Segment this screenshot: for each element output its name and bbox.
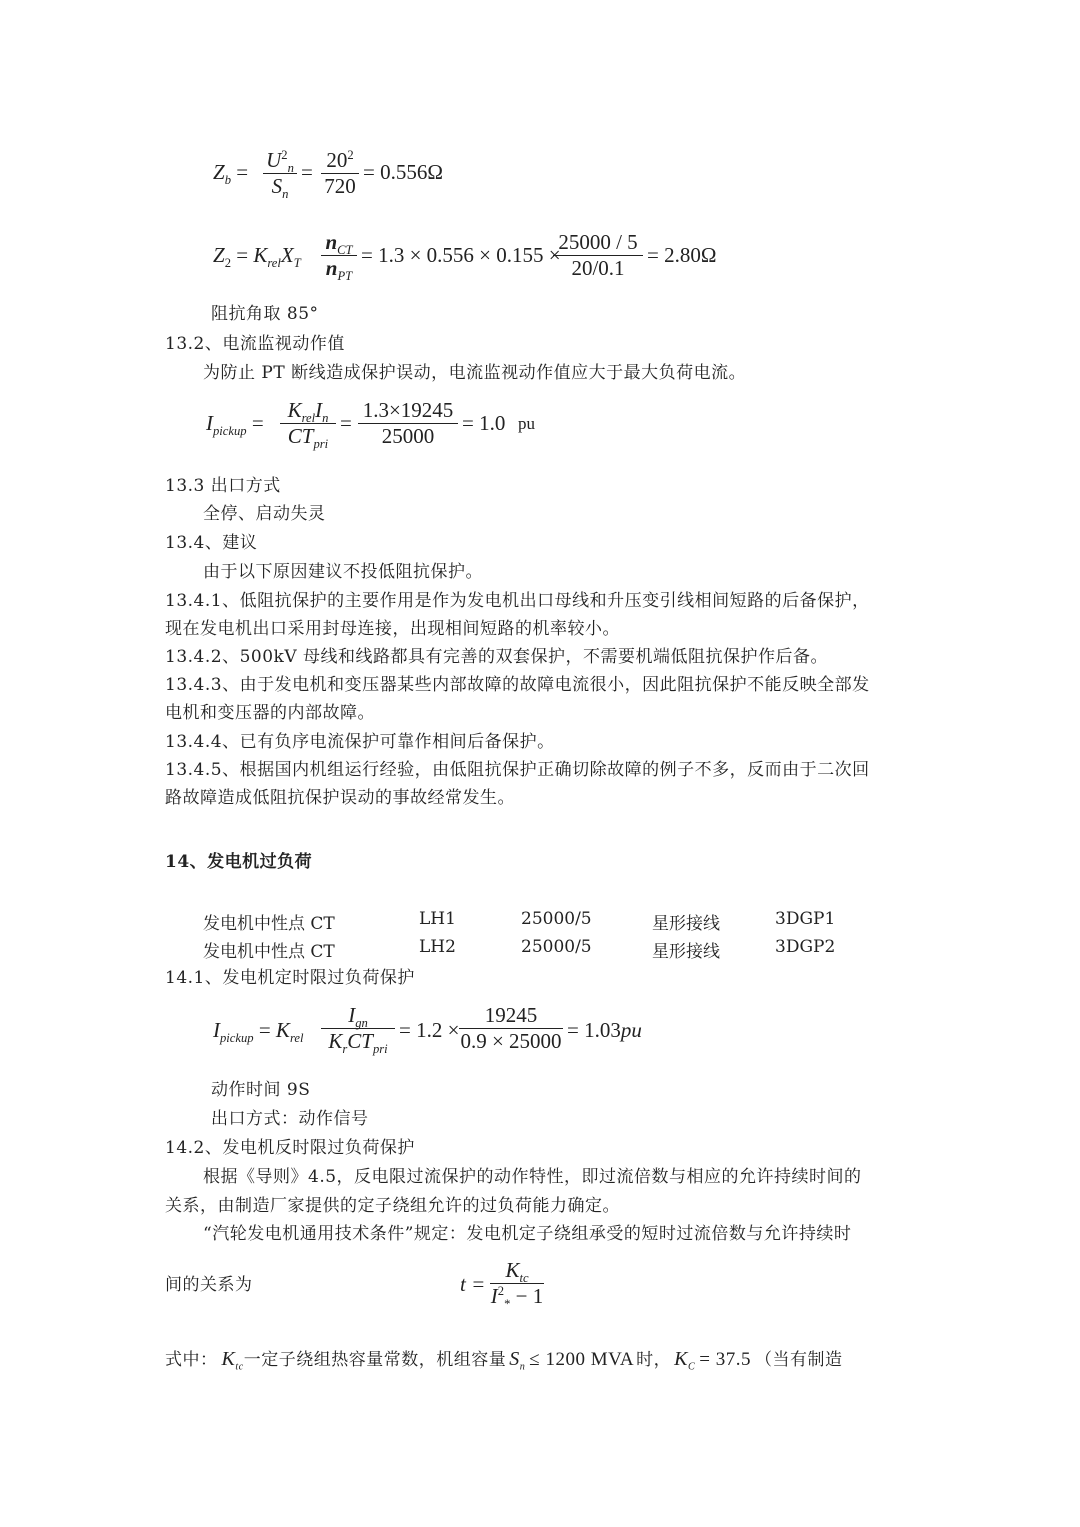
impedance-angle: 阻抗角取 85° — [211, 304, 319, 324]
section-13-2-text: 为防止 PT 断线造成保护误动，电流监视动作值应大于最大负荷电流。 — [203, 363, 747, 383]
ct-wiring: 星形接线 — [652, 914, 720, 934]
item-13-4-4: 13.4.4、已有负序电流保护可靠作相间后备保护。 — [165, 732, 555, 752]
section-14-2-line3: “汽轮发电机通用技术条件”规定：发电机定子绕组承受的短时过流倍数与允许持续时 — [203, 1224, 852, 1244]
item-13-4-5-line2: 路故障造成低阻抗保护误动的事故经常发生。 — [165, 788, 515, 808]
item-13-4-2: 13.4.2、500kV 母线和线路都具有完善的双套保护，不需要机端低阻抗保护作后备。 — [165, 647, 828, 667]
ct-wiring: 星形接线 — [652, 942, 720, 962]
section-14-2-line4: 间的关系为 — [165, 1275, 253, 1295]
item-13-4-3-line2: 电机和变压器的内部故障。 — [165, 703, 375, 723]
section-14-heading: 14、发电机过负荷 — [165, 852, 313, 872]
item-13-4-1-line1: 13.4.1、低阻抗保护的主要作用是作为发电机出口母线和升压变引线相间短路的后备保护， — [165, 591, 870, 611]
last-line: 式中： $K_{tc}$一定子绕组热容量常数，机组容量 $S_n \le 1200$ MVA 时， $K_C = 37.5$ （当有制造 — [165, 1348, 843, 1373]
ct-device: 3DGP1 — [775, 909, 836, 929]
ct-ratio: 25000/5 — [521, 909, 592, 929]
section-14-1-heading: 14.1、发电机定时限过负荷保护 — [165, 968, 415, 988]
ct-id: LH1 — [419, 909, 456, 929]
section-13-4-heading: 13.4、建议 — [165, 533, 258, 553]
ct-name: 发电机中性点 CT — [203, 914, 335, 934]
section-13-3-text: 全停、启动失灵 — [203, 504, 326, 524]
ct-name: 发电机中性点 CT — [203, 942, 335, 962]
equation-overload-pickup: $I_{pickup} = K_{rel}$ $I_{gn}$ $K_rCT_{pri}$ = 1.2 × 19245 0.9 × 25000 = 1.03pu — [213, 1003, 642, 1057]
item-13-4-5-line1: 13.4.5、根据国内机组运行经验，由低阻抗保护正确切除故障的例子不多，反而由于二次回 — [165, 760, 870, 780]
section-14-2-line2: 关系，由制造厂家提供的定子绕组允许的过负荷能力确定。 — [165, 1196, 620, 1216]
equation-time: t = $K_{tc}$ $I^2_* - 1$ — [460, 1258, 544, 1312]
item-13-4-3-line1: 13.4.3、由于发电机和变压器某些内部故障的故障电流很小，因此阻抗保护不能反映全部发 — [165, 675, 870, 695]
section-13-2-heading: 13.2、电流监视动作值 — [165, 334, 345, 354]
item-13-4-1-line2: 现在发电机出口采用封母连接，出现相间短路的机率较小。 — [165, 619, 620, 639]
ct-device: 3DGP2 — [775, 937, 836, 957]
operate-time: 动作时间 9S — [211, 1080, 311, 1100]
ct-id: LH2 — [419, 937, 456, 957]
section-14-2-heading: 14.2、发电机反时限过负荷保护 — [165, 1138, 415, 1158]
ct-table — [203, 909, 883, 965]
ct-ratio: 25000/5 — [521, 937, 592, 957]
equation-zb: $Z_b$ = $U^2_n$ $S_n$ = $20^2$ 720 = 0.556Ω — [213, 148, 443, 202]
equation-pickup-current: $I_{pickup}$ = $K_{rel}I_n$ $CT_{pri}$ = 1.3×19245 25000 = 1.0 pu — [206, 398, 535, 452]
section-13-4-text: 由于以下原因建议不投低阻抗保护。 — [203, 562, 483, 582]
equation-z2: $Z_2 = K_{rel}X_T$ $n_{CT}$ $n_{PT}$ = 1.3 × 0.556 × 0.155 × 25000 / 5 20/0.1 = 2.80Ω — [213, 230, 717, 284]
table-row — [203, 909, 883, 933]
section-14-2-line1: 根据《导则》4.5，反电限过流保护的动作特性，即过流倍数与相应的允许持续时间的 — [203, 1167, 862, 1187]
exit-mode: 出口方式：动作信号 — [211, 1109, 369, 1129]
section-13-3-heading: 13.3 出口方式 — [165, 476, 281, 496]
table-row — [203, 937, 883, 961]
